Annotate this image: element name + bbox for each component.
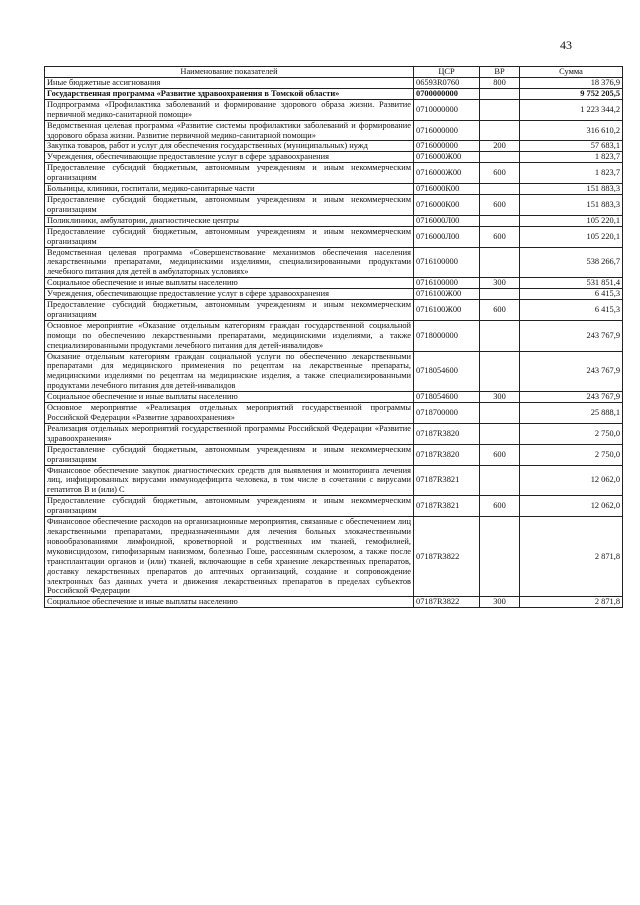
table-header-row xyxy=(45,67,623,78)
cell-vr xyxy=(480,351,520,392)
cell-name: Социальное обеспечение и иные выплаты населению xyxy=(45,278,414,289)
cell-csr: 06593R0760 xyxy=(414,78,480,89)
cell-sum: 2 871,8 xyxy=(520,517,623,597)
cell-sum: 12 062,0 xyxy=(520,496,623,517)
cell-sum: 243 767,9 xyxy=(520,351,623,392)
cell-csr: 0716000К00 xyxy=(414,194,480,215)
cell-sum: 105 220,1 xyxy=(520,226,623,247)
table-row xyxy=(45,78,623,89)
cell-name: Поликлиники, амбулатории, диагностические центры xyxy=(45,215,414,226)
cell-csr: 0716000000 xyxy=(414,120,480,141)
cell-vr xyxy=(480,465,520,496)
cell-name: Финансовое обеспечение закупок диагностических средств для выявления и мониторинга лечения лиц, инфицированных вирусами иммунодефицита человека, в том числе в сочетании с вирусами гепатитов В и (или) С xyxy=(45,465,414,496)
cell-csr: 07187R3822 xyxy=(414,517,480,597)
cell-vr xyxy=(480,247,520,278)
cell-name: Социальное обеспечение и иные выплаты населению xyxy=(45,392,414,403)
cell-csr: 0716000К00 xyxy=(414,184,480,195)
cell-csr: 0716000Л00 xyxy=(414,226,480,247)
cell-name: Подпрограмма «Профилактика заболеваний и формирование здорового образа жизни. Развитие первичной медико-санитарной помощи» xyxy=(45,99,414,120)
cell-vr xyxy=(480,88,520,99)
cell-name: Основное мероприятие «Оказание отдельным категориям граждан государственной социальной помощи по обеспечению лекарственными препаратами, медицинскими изделиями, а также специализированными продуктами лечебного питания для детей-инвалидов» xyxy=(45,320,414,351)
cell-sum: 2 750,0 xyxy=(520,423,623,444)
cell-csr: 0710000000 xyxy=(414,99,480,120)
cell-name: Оказание отдельным категориям граждан социальной услуги по обеспечению лекарственными препаратами для медицинского применения по рецептам на лекарственные препараты, медицинскими изделиями по рецептам на медицинские изделия, а также специализированными продуктами лечебного питания для детей-инвалидов xyxy=(45,351,414,392)
cell-csr: 0718054600 xyxy=(414,351,480,392)
table-row xyxy=(45,141,623,152)
cell-vr: 600 xyxy=(480,444,520,465)
cell-sum: 2 750,0 xyxy=(520,444,623,465)
cell-name: Закупка товаров, работ и услуг для обеспечения государственных (муниципальных) нужд xyxy=(45,141,414,152)
cell-vr: 300 xyxy=(480,597,520,608)
cell-vr: 600 xyxy=(480,163,520,184)
table-row xyxy=(45,163,623,184)
cell-csr: 0716000Л00 xyxy=(414,215,480,226)
cell-vr xyxy=(480,99,520,120)
cell-vr: 600 xyxy=(480,194,520,215)
cell-name: Предоставление субсидий бюджетным, автономным учреждениям и иным некоммерческим организациям xyxy=(45,163,414,184)
cell-name: Ведомственная целевая программа «Развитие системы профилактики заболеваний и формирование здорового образа жизни. Развитие первичной медико-санитарной помощи» xyxy=(45,120,414,141)
cell-csr: 0716100Ж00 xyxy=(414,289,480,300)
cell-vr xyxy=(480,403,520,424)
cell-sum: 538 266,7 xyxy=(520,247,623,278)
cell-sum: 151 883,3 xyxy=(520,194,623,215)
table-row xyxy=(45,351,623,392)
cell-name: Предоставление субсидий бюджетным, автономным учреждениям и иным некоммерческим организациям xyxy=(45,226,414,247)
cell-name: Реализация отдельных мероприятий государственной программы Российской Федерации «Развитие здравоохранения» xyxy=(45,423,414,444)
cell-csr: 0718700000 xyxy=(414,403,480,424)
cell-vr: 600 xyxy=(480,226,520,247)
cell-name: Предоставление субсидий бюджетным, автономным учреждениям и иным некоммерческим организациям xyxy=(45,300,414,321)
cell-csr: 0718000000 xyxy=(414,320,480,351)
table-row xyxy=(45,496,623,517)
table-row xyxy=(45,300,623,321)
cell-csr: 07187R3822 xyxy=(414,597,480,608)
cell-sum: 12 062,0 xyxy=(520,465,623,496)
cell-csr: 07187R3820 xyxy=(414,444,480,465)
cell-vr xyxy=(480,517,520,597)
table-row xyxy=(45,215,623,226)
cell-csr: 0716000Ж00 xyxy=(414,163,480,184)
cell-sum: 243 767,9 xyxy=(520,320,623,351)
page-number: 43 xyxy=(560,38,572,52)
header-vr: ВР xyxy=(480,67,520,78)
cell-name: Государственная программа «Развитие здравоохранения в Томской области» xyxy=(45,88,414,99)
cell-vr: 300 xyxy=(480,392,520,403)
cell-vr xyxy=(480,320,520,351)
cell-csr: 0716000Ж00 xyxy=(414,152,480,163)
table-row xyxy=(45,88,623,99)
cell-sum: 151 883,3 xyxy=(520,184,623,195)
cell-csr: 0718054600 xyxy=(414,392,480,403)
table-row xyxy=(45,444,623,465)
cell-sum: 9 752 205,5 xyxy=(520,88,623,99)
table-row xyxy=(45,423,623,444)
cell-name: Предоставление субсидий бюджетным, автономным учреждениям и иным некоммерческим организациям xyxy=(45,444,414,465)
cell-sum: 316 610,2 xyxy=(520,120,623,141)
table-row xyxy=(45,278,623,289)
table-row xyxy=(45,226,623,247)
cell-name: Предоставление субсидий бюджетным, автономным учреждениям и иным некоммерческим организациям xyxy=(45,496,414,517)
table-body xyxy=(45,78,623,608)
cell-name: Основное мероприятие «Реализация отдельных мероприятий государственной программы Российской Федерации «Развитие здравоохранения» xyxy=(45,403,414,424)
header-sum: Сумма xyxy=(520,67,623,78)
cell-sum: 2 871,8 xyxy=(520,597,623,608)
table-row xyxy=(45,403,623,424)
cell-csr: 0700000000 xyxy=(414,88,480,99)
cell-csr: 07187R3821 xyxy=(414,465,480,496)
cell-sum: 1 823,7 xyxy=(520,152,623,163)
table-row xyxy=(45,465,623,496)
cell-vr xyxy=(480,423,520,444)
header-name: Наименование показателей xyxy=(45,67,414,78)
cell-sum: 25 888,1 xyxy=(520,403,623,424)
cell-sum: 531 851,4 xyxy=(520,278,623,289)
table-row xyxy=(45,184,623,195)
cell-sum: 105 220,1 xyxy=(520,215,623,226)
cell-vr xyxy=(480,184,520,195)
cell-csr: 0716000000 xyxy=(414,141,480,152)
cell-vr xyxy=(480,289,520,300)
cell-csr: 0716100Ж00 xyxy=(414,300,480,321)
cell-name: Учреждения, обеспечивающие предоставление услуг в сфере здравоохранения xyxy=(45,289,414,300)
cell-sum: 1 223 344,2 xyxy=(520,99,623,120)
cell-sum: 57 683,1 xyxy=(520,141,623,152)
cell-name: Больницы, клиники, госпитали, медико-санитарные части xyxy=(45,184,414,195)
cell-sum: 243 767,9 xyxy=(520,392,623,403)
cell-vr xyxy=(480,120,520,141)
cell-csr: 07187R3820 xyxy=(414,423,480,444)
cell-sum: 6 415,3 xyxy=(520,289,623,300)
table-row xyxy=(45,152,623,163)
cell-name: Учреждения, обеспечивающие предоставление услуг в сфере здравоохранения xyxy=(45,152,414,163)
table-row xyxy=(45,517,623,597)
cell-name: Ведомственная целевая программа «Совершенствование механизмов обеспечения населения лекарственными препаратами, медицинскими изделиями, специализированными продуктами лечебного питания для детей в амбулаторных условиях» xyxy=(45,247,414,278)
table-row xyxy=(45,597,623,608)
cell-name: Финансовое обеспечение расходов на организационные мероприятия, связанные с обеспечением лиц лекарственными препаратами, предназначенными для лечения больных злокачественными новообразованиями лимфоидной, кроветворной и родственных им тканей, гемофилией, муковисцидозом, гипофизарным нанизмом, болезнью Гоше, рассеянным склерозом, а также после трансплантации органов и (или) тканей, включающие в себя хранение лекарственных препаратов, доставку лекарственных препаратов до аптечных организаций, создание и сопровождение электронных баз данных учета и движения лекарственных препаратов в пределах субъектов Российской Федерации xyxy=(45,517,414,597)
cell-sum: 6 415,3 xyxy=(520,300,623,321)
table-row xyxy=(45,392,623,403)
table-row xyxy=(45,289,623,300)
cell-sum: 18 376,9 xyxy=(520,78,623,89)
cell-vr: 600 xyxy=(480,300,520,321)
cell-name: Иные бюджетные ассигнования xyxy=(45,78,414,89)
budget-table xyxy=(44,66,623,608)
cell-vr xyxy=(480,152,520,163)
cell-vr: 600 xyxy=(480,496,520,517)
cell-csr: 0716100000 xyxy=(414,278,480,289)
cell-vr: 200 xyxy=(480,141,520,152)
header-csr: ЦСР xyxy=(414,67,480,78)
cell-vr xyxy=(480,215,520,226)
table-row xyxy=(45,247,623,278)
cell-csr: 07187R3821 xyxy=(414,496,480,517)
cell-name: Социальное обеспечение и иные выплаты населению xyxy=(45,597,414,608)
cell-sum: 1 823,7 xyxy=(520,163,623,184)
cell-vr: 800 xyxy=(480,78,520,89)
table-row xyxy=(45,194,623,215)
table-row xyxy=(45,120,623,141)
table-row xyxy=(45,320,623,351)
table-row xyxy=(45,99,623,120)
cell-name: Предоставление субсидий бюджетным, автономным учреждениям и иным некоммерческим организациям xyxy=(45,194,414,215)
cell-csr: 0716100000 xyxy=(414,247,480,278)
cell-vr: 300 xyxy=(480,278,520,289)
